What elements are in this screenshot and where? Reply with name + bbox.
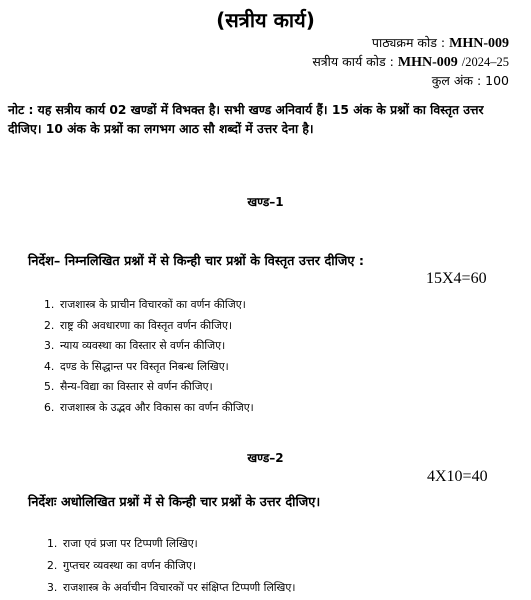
question-item bbox=[44, 398, 254, 419]
question-number: 2. bbox=[44, 318, 55, 332]
course-code-label: पाठ्यक्रम कोड : bbox=[371, 35, 446, 50]
section-1-question-list bbox=[44, 295, 254, 419]
question-item bbox=[44, 336, 254, 357]
question-text: गुप्तचर व्यवस्था का वर्णन कीजिए। bbox=[63, 559, 197, 572]
course-code-value: MHN-009 bbox=[449, 36, 509, 51]
question-item bbox=[44, 357, 254, 378]
section-2-marks: 4X10=40 bbox=[427, 468, 488, 485]
assignment-session: /2024–25 bbox=[461, 55, 509, 69]
question-number: 6. bbox=[44, 400, 55, 414]
question-number: 1. bbox=[47, 537, 58, 550]
section-1-marks: 15X4=60 bbox=[426, 270, 487, 287]
question-item bbox=[47, 533, 295, 555]
section-2-heading: खण्ड–2 bbox=[247, 451, 284, 465]
question-item bbox=[44, 377, 254, 398]
question-item bbox=[44, 295, 254, 316]
question-text: न्याय व्यवस्था का विस्तार से वर्णन कीजिए। bbox=[60, 339, 226, 353]
question-text: राजशास्त्र के उद्भव और विकास का वर्णन कीजिए। bbox=[60, 400, 254, 414]
course-code bbox=[372, 33, 509, 53]
question-number: 3. bbox=[47, 581, 58, 594]
question-item bbox=[44, 316, 254, 337]
assignment-code-value: MHN-009 bbox=[397, 55, 458, 70]
question-number: 4. bbox=[44, 359, 55, 373]
question-text: राष्ट्र की अवधारणा का विस्तृत वर्णन कीजिए। bbox=[60, 318, 233, 332]
total-marks-label: कुल अंक : bbox=[431, 73, 482, 88]
note-paragraph: नोट : यह सत्रीय कार्य 02 खण्डों में विभक्त है। सभी खण्ड अनिवार्य हैं। 15 अंक के प्रश्नों का विस्तृत उत्तर दीजिए। 10 अंक के प्रश्नों का लगभग आठ सौ शब्दों में उत्तर देना है। bbox=[8, 103, 484, 136]
question-number: 2. bbox=[47, 559, 58, 572]
question-text: राजशास्त्र के अर्वाचीन विचारकों पर संक्षिप्त टिप्पणी लिखिए। bbox=[63, 581, 296, 594]
question-number: 3. bbox=[44, 339, 55, 353]
question-text: राजशास्त्र के प्राचीन विचारकों का वर्णन कीजिए। bbox=[60, 298, 246, 311]
assignment-code-label: सत्रीय कार्य कोड : bbox=[312, 54, 394, 69]
section-1-heading: खण्ड–1 bbox=[247, 195, 284, 209]
question-text: सैन्य-विद्या का विस्तार से वर्णन कीजिए। bbox=[60, 380, 213, 394]
section-1-instruction: निर्देश– निम्नलिखित प्रश्नों में से किन्ही चार प्रश्नों के विस्तृत उत्तर दीजिए : bbox=[28, 254, 365, 269]
question-text: राजा एवं प्रजा पर टिप्पणी लिखिए। bbox=[63, 537, 198, 550]
total-marks-value: 100 bbox=[485, 73, 509, 88]
section-2-instruction: निर्देशः अधोलिखित प्रश्नों में से किन्ही चार प्रश्नों के उत्तर दीजिए। bbox=[28, 495, 321, 510]
question-item bbox=[47, 555, 295, 577]
section-2-question-list bbox=[47, 533, 295, 599]
document-title: (सत्रीय कार्य) bbox=[216, 8, 315, 32]
question-item bbox=[47, 577, 295, 599]
question-text: दण्ड के सिद्धान्त पर विस्तृत निबन्ध लिखिए। bbox=[60, 359, 229, 373]
question-number: 5. bbox=[44, 380, 55, 394]
total-marks bbox=[432, 71, 509, 90]
question-number: 1. bbox=[44, 298, 55, 311]
assignment-code bbox=[312, 52, 509, 72]
